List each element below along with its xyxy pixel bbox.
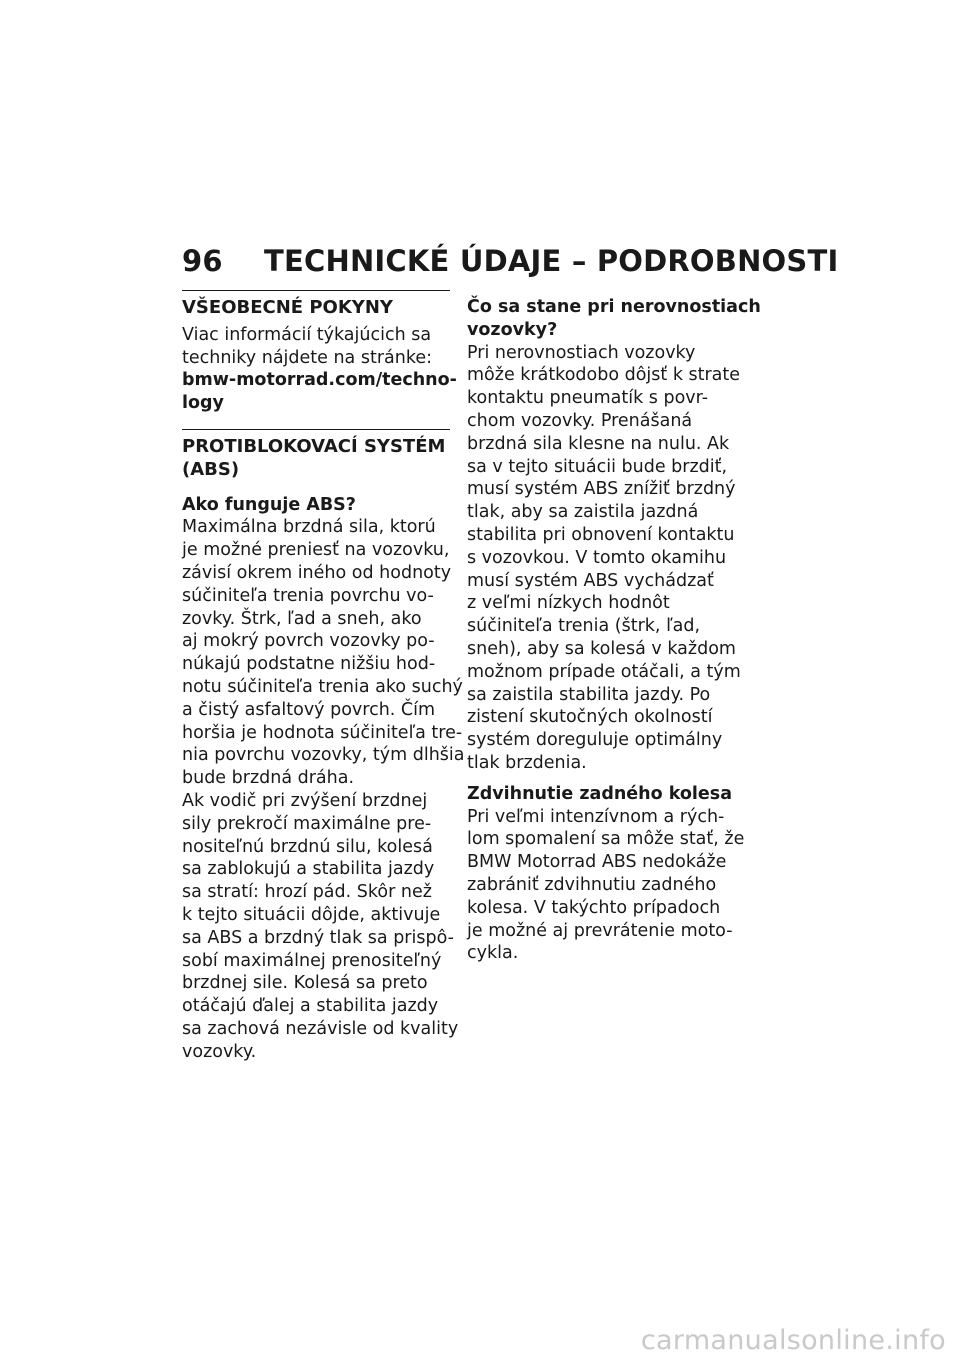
text-line: stabilita pri obnovení kontaktu <box>467 524 735 545</box>
text-line: je možné aj prevrátenie moto- <box>467 920 733 941</box>
text-line: vozovky. <box>182 1041 257 1062</box>
text-line: Ak vodič pri zvýšení brzdnej <box>182 790 428 811</box>
text-line: tlak brzdenia. <box>467 752 587 773</box>
section-divider <box>182 290 450 291</box>
subhead-uneven-road <box>467 296 761 342</box>
section-divider <box>182 429 450 430</box>
heading-line: Čo sa stane pri nerovnostiach <box>467 297 761 317</box>
text-line: tlak, aby sa zaistila jazdná <box>467 502 699 523</box>
text-line: núkajú podstatne nižšiu hod- <box>182 654 436 675</box>
text-line: sa zachová nezávisle od kvality <box>182 1018 459 1039</box>
text-line: súčiniteľa trenia povrchu vo- <box>182 585 434 606</box>
text-line: lom spomalení sa môže stať, že <box>467 829 745 850</box>
section-title-abs <box>182 436 450 482</box>
uneven-road-paragraph <box>467 342 741 775</box>
text-line: sa v tejto situácii bude brzdiť, <box>467 456 728 477</box>
text-line: nia povrchu vozovky, tým dlhšia <box>182 745 465 766</box>
text-line: kontaktu pneumatík s povr- <box>467 388 709 409</box>
text-line: aj mokrý povrch vozovky po- <box>182 631 435 652</box>
section-title-general: VŠEOBECNÉ POKYNY <box>182 297 393 318</box>
text-line: bude brzdná dráha. <box>182 768 355 789</box>
text-line: sily prekročí maximálne pre- <box>182 813 432 834</box>
text-line: techniky nájdete na stránke: <box>182 347 433 368</box>
text-line: horšia je hodnota súčiniteľa tre- <box>182 722 463 743</box>
text-line: nositeľnú brzdnú silu, kolesá <box>182 836 433 857</box>
page-title: TECHNICKÉ ÚDAJE – PODROBNOSTI <box>264 244 839 278</box>
text-line: sobí maximálnej prenositeľný <box>182 950 442 971</box>
text-line: musí systém ABS znížiť brzdný <box>467 479 736 500</box>
text-line: môže krátkodobo dôjsť k strate <box>467 365 741 386</box>
right-column <box>467 296 761 965</box>
text-line: je možné preniesť na vozovku, <box>182 540 450 561</box>
text-line: z veľmi nízkych hodnôt <box>467 593 670 614</box>
text-line: zistení skutočných okolností <box>467 707 713 728</box>
abs-paragraph-2 <box>182 790 459 1064</box>
text-line: sneh), aby sa kolesá v každom <box>467 638 736 659</box>
abs-paragraph-1 <box>182 516 465 790</box>
text-line: Viac informácií týkajúcich sa <box>182 324 432 345</box>
techno-link[interactable]: bmw-motorrad.com/techno- <box>182 370 457 391</box>
text-line: kolesa. V takýchto prípadoch <box>467 897 721 918</box>
left-column <box>182 290 465 1064</box>
subhead-how-abs-works: Ako funguje ABS? <box>182 494 356 515</box>
text-line: s vozovkou. V tomto okamihu <box>467 547 727 568</box>
subhead-rear-wheel-lift: Zdvihnutie zadného kolesa <box>467 783 733 804</box>
page-number: 96 <box>182 244 223 278</box>
text-line: sa zaistila stabilita jazdy. Po <box>467 684 711 705</box>
text-line: notu súčiniteľa trenia ako suchý <box>182 676 463 697</box>
text-line: zovky. Štrk, ľad a sneh, ako <box>182 608 422 629</box>
text-line: brzdná sila klesne na nulu. Ak <box>467 433 730 454</box>
text-line: brzdnej sile. Kolesá sa preto <box>182 973 428 994</box>
heading-line: vozovky? <box>467 319 558 340</box>
text-line: zabrániť zdvihnutiu zadného <box>467 874 717 895</box>
title-line: PROTIBLOKOVACÍ SYSTÉM <box>182 435 446 457</box>
text-line: cykla. <box>467 943 519 964</box>
text-line: otáčajú ďalej a stabilita jazdy <box>182 996 439 1017</box>
text-line: musí systém ABS vychádzať <box>467 570 714 591</box>
page-header <box>182 244 839 284</box>
text-line: Maximálna brzdná sila, ktorú <box>182 517 436 538</box>
text-line: sa zablokujú a stabilita jazdy <box>182 859 435 880</box>
text-line: BMW Motorrad ABS nedokáže <box>467 852 727 873</box>
text-line: súčiniteľa trenia (štrk, ľad, <box>467 616 701 637</box>
rear-wheel-lift-paragraph <box>467 806 745 966</box>
text-line: chom vozovky. Prenášaná <box>467 410 693 431</box>
text-line: sa ABS a brzdný tlak sa prispô- <box>182 927 454 948</box>
text-line: a čistý asfaltový povrch. Čím <box>182 699 436 720</box>
techno-link-cont[interactable]: logy <box>182 393 224 414</box>
title-line: (ABS) <box>182 458 240 480</box>
watermark: carmanualsonline.info <box>640 1325 946 1356</box>
text-line: Pri veľmi intenzívnom a rých- <box>467 806 725 827</box>
general-notes-text <box>182 324 457 415</box>
text-line: možnom prípade otáčali, a tým <box>467 661 741 682</box>
text-line: závisí okrem iného od hodnoty <box>182 562 452 583</box>
text-line: systém doreguluje optimálny <box>467 730 723 751</box>
text-line: Pri nerovnostiach vozovky <box>467 342 696 363</box>
text-line: sa stratí: hrozí pád. Skôr než <box>182 882 432 903</box>
text-line: k tejto situácii dôjde, aktivuje <box>182 904 441 925</box>
